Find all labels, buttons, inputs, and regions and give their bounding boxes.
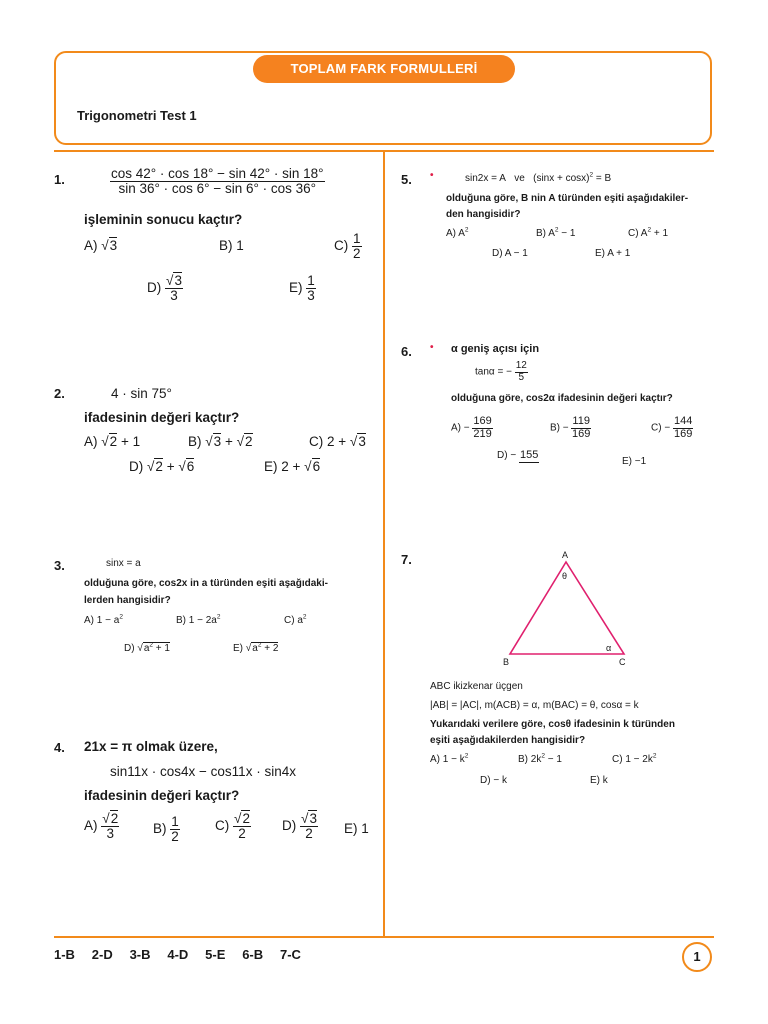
q4-option-a[interactable]: A) $\frac{√2}{3}$ xyxy=(84,811,119,842)
q7-option-a[interactable] xyxy=(430,754,468,765)
q6-tan-label: tanα = − xyxy=(475,366,512,378)
option-label: E) xyxy=(289,280,303,296)
q3-prompt-line1: olduğuna göre, cos2x in a türünden eşiti aşağıdaki- xyxy=(84,578,328,589)
q4-a-den: 3 xyxy=(106,826,114,842)
question-number: 6. xyxy=(401,344,412,359)
page-title: TOPLAM FARK FORMULLERİ xyxy=(253,55,515,83)
q2-option-a[interactable]: A) √2 + 1 xyxy=(84,434,141,449)
exponent: 2 xyxy=(647,226,652,234)
q7-option-e[interactable]: E) k xyxy=(590,775,608,786)
q2-c-pre: 2 + xyxy=(327,434,350,449)
q7-c-text: C) 1 − 2k xyxy=(612,754,653,765)
radicand: 3 xyxy=(358,434,366,449)
exponent: 2 xyxy=(149,641,154,649)
option-label: C) xyxy=(215,818,230,834)
exponent: 2 xyxy=(464,226,469,234)
q1-c-den: 2 xyxy=(353,246,361,262)
question-number: 4. xyxy=(54,740,65,755)
q3-option-c[interactable] xyxy=(284,615,307,626)
marker-dot: • xyxy=(430,342,434,353)
q3-a-text: A) 1 − a xyxy=(84,615,120,626)
exponent: 2 xyxy=(589,171,594,179)
q6-b-den: 169 xyxy=(572,427,591,440)
q7-option-d[interactable]: D) − k xyxy=(480,775,507,786)
q6-prompt: olduğuna göre, cos2α ifadesinin değeri kaçtır? xyxy=(451,393,673,404)
q4-option-b[interactable] xyxy=(153,815,180,844)
option-label: C) − xyxy=(651,422,671,434)
q1-option-d[interactable]: D) $\frac{√3}{3}$ xyxy=(147,273,182,304)
q6-option-d[interactable] xyxy=(497,450,539,466)
radicand: 2 xyxy=(245,434,253,449)
q4-e-value: 1 xyxy=(361,821,369,836)
q7-prompt-line2: eşiti aşağıdakilerden hangisidir? xyxy=(430,735,586,746)
q3-given: sinx = a xyxy=(106,558,141,569)
q5-a-text: A) A xyxy=(446,228,465,239)
page-number: 1 xyxy=(682,942,712,972)
option-label: A) xyxy=(84,238,98,253)
q1-option-e[interactable] xyxy=(289,274,316,303)
option-label: B) − xyxy=(550,422,569,434)
q7-option-b[interactable] xyxy=(518,754,562,765)
q5-option-a[interactable] xyxy=(446,228,469,239)
q6-option-b[interactable] xyxy=(550,416,591,440)
q6-b-num: 119 xyxy=(572,415,590,427)
q5-b-rest: − 1 xyxy=(558,228,576,239)
q7-prompt-line1: Yukarıdaki verilere göre, cosθ ifadesinin k türünden xyxy=(430,719,675,730)
q5-c-rest: + 1 xyxy=(651,228,669,239)
q6-a-den: 219 xyxy=(473,427,492,440)
q5-b-text: B) A xyxy=(536,228,555,239)
q4-d-den: 2 xyxy=(305,826,313,842)
q5-given-right: (sinx + cosx) xyxy=(533,173,590,184)
option-label: D) xyxy=(124,643,135,654)
q3-b-text: B) 1 − 2a xyxy=(176,615,217,626)
q5-given-left: sin2x = A xyxy=(465,173,506,184)
exponent: 2 xyxy=(216,613,221,621)
q4-c-den: 2 xyxy=(238,826,246,842)
radicand: 2 xyxy=(155,459,163,474)
q3-c-text: C) a xyxy=(284,615,303,626)
vertex-c-label: C xyxy=(619,657,626,667)
q7-option-c[interactable] xyxy=(612,754,656,765)
q2-b-mid: + xyxy=(221,434,237,449)
option-label: A) xyxy=(84,818,98,834)
option-label: B) xyxy=(153,821,167,837)
q7-a-text: A) 1 − k xyxy=(430,754,465,765)
q3-option-d[interactable]: D) $√a^2 + 1$ xyxy=(124,641,170,654)
q5-given-end: = B xyxy=(593,173,612,184)
option-label: A) xyxy=(84,434,98,449)
q5-prompt-line2: den hangisidir? xyxy=(446,209,521,220)
vertex-b-label: B xyxy=(503,657,510,667)
q2-e-pre: 2 + xyxy=(281,459,305,474)
option-label: D) xyxy=(129,459,144,474)
option-label: B) xyxy=(188,434,202,449)
q4-option-d[interactable]: D) $\frac{√3}{2}$ xyxy=(282,811,317,842)
q2-option-d[interactable]: D) √2 + √6 xyxy=(129,459,195,474)
q4-b-den: 2 xyxy=(171,829,179,845)
exponent: 2 xyxy=(554,226,559,234)
q2-option-b[interactable]: B) √3 + √2 xyxy=(188,434,253,449)
q6-d-num: 155 xyxy=(519,450,539,461)
angle-alpha-label: α xyxy=(606,643,612,653)
q1-option-a[interactable]: A) √3 xyxy=(84,238,118,253)
exponent: 2 xyxy=(652,752,657,760)
question-number: 5. xyxy=(401,172,412,187)
q1-d-den: 3 xyxy=(170,288,178,304)
q1-denominator: sin 36° · cos 6° − sin 6° · cos 36° xyxy=(118,181,317,197)
q4-c-num: 2 xyxy=(242,811,250,826)
q1-a-value: 3 xyxy=(109,238,118,253)
q5-option-b[interactable] xyxy=(536,228,576,239)
q4-option-e[interactable] xyxy=(344,821,369,836)
q2-option-e[interactable]: E) 2 + √6 xyxy=(264,459,321,474)
q1-numerator: cos 42° · cos 18° − sin 42° · sin 18° xyxy=(111,166,324,181)
q1-prompt: işleminin sonucu kaçtır? xyxy=(84,212,243,227)
test-subtitle: Trigonometri Test 1 xyxy=(77,108,197,123)
exponent: 2 xyxy=(464,752,469,760)
option-label: E) xyxy=(233,643,243,654)
q3-prompt-line2: lerden hangisidir? xyxy=(84,595,171,606)
q6-tan-num: 12 xyxy=(515,360,527,371)
q5-option-e[interactable]: E) A + 1 xyxy=(595,248,631,259)
marker-dot: • xyxy=(430,170,434,181)
q2-option-c[interactable]: C) 2 + √3 xyxy=(309,434,366,449)
q3-option-b[interactable] xyxy=(176,615,220,626)
radicand: a xyxy=(143,643,150,654)
q4-b-num: 1 xyxy=(171,814,179,829)
exponent: 2 xyxy=(541,752,545,760)
q4-prompt: ifadesinin değeri kaçtır? xyxy=(84,788,240,803)
q7-b-rest: − 1 xyxy=(544,754,562,765)
q1-option-b[interactable] xyxy=(219,238,244,253)
triangle-figure xyxy=(500,546,640,670)
option-label: B) xyxy=(219,238,233,253)
q1-b-value: 1 xyxy=(236,238,244,253)
q4-expression: sin11x · cos4x − cos11x · sin4x xyxy=(110,764,296,779)
q7-line1: ABC ikizkenar üçgen xyxy=(430,681,523,692)
exponent: 2 xyxy=(119,613,123,621)
exponent: 2 xyxy=(302,613,307,621)
q5-given-ve: ve xyxy=(514,173,525,184)
q7-b-text: B) 2k xyxy=(518,754,542,765)
q6-option-e[interactable]: E) −1 xyxy=(622,456,647,467)
q6-tan xyxy=(475,361,528,383)
q3-option-a[interactable] xyxy=(84,615,123,626)
q1-option-c[interactable] xyxy=(334,232,362,261)
q2-prompt: ifadesinin değeri kaçtır? xyxy=(84,410,240,425)
q5-given xyxy=(465,173,611,184)
q1-e-num: 1 xyxy=(307,273,315,288)
q4-d-num: 3 xyxy=(309,811,317,826)
q3-e-rest: + 2 xyxy=(261,643,279,654)
q6-given: α geniş açısı için xyxy=(451,343,540,355)
q6-c-den: 169 xyxy=(673,427,693,440)
q4-a-num: 2 xyxy=(110,811,119,826)
question-number: 1. xyxy=(54,172,65,187)
option-label: A) − xyxy=(451,422,470,434)
q3-d-rest: + 1 xyxy=(153,643,170,654)
vertex-a-label: A xyxy=(562,550,569,560)
q5-prompt-line1: olduğuna göre, B nin A türünden eşiti aşağıdakiler- xyxy=(446,193,689,204)
q6-a-num: 169 xyxy=(473,415,492,427)
q7-line2: |AB| = |AC|, m(ACB) = α, m(BAC) = θ, cosα = k xyxy=(430,700,639,711)
q1-e-den: 3 xyxy=(307,288,315,304)
q5-option-c[interactable] xyxy=(628,228,668,239)
divider-bottom xyxy=(54,936,714,938)
answer-key: 1-B 2-D 3-B 4-D 5-E 6-B 7-C xyxy=(54,947,301,962)
q5-c-text: C) A xyxy=(628,228,648,239)
q1-expression xyxy=(110,167,325,196)
q6-tan-den: 5 xyxy=(518,371,525,383)
radicand: a xyxy=(252,643,258,654)
question-number: 3. xyxy=(54,558,65,573)
radicand: 6 xyxy=(312,459,321,474)
radicand: 3 xyxy=(213,434,222,449)
radicand: 6 xyxy=(186,459,195,474)
column-divider xyxy=(383,150,385,936)
q6-c-num: 144 xyxy=(673,415,693,427)
option-label: E) xyxy=(264,459,278,474)
angle-theta-label: θ xyxy=(562,571,568,581)
question-number: 7. xyxy=(401,552,412,567)
q4-option-c[interactable]: C) $\frac{√2}{2}$ xyxy=(215,811,250,842)
q5-option-d[interactable]: D) A − 1 xyxy=(492,248,528,259)
question-number: 2. xyxy=(54,386,65,401)
q6-option-a[interactable] xyxy=(451,416,493,440)
q2-d-mid: + xyxy=(162,459,179,474)
q1-d-num: 3 xyxy=(174,273,182,288)
option-label: C) xyxy=(309,434,324,449)
option-label: D) xyxy=(282,818,297,834)
q2-a-rest: + 1 xyxy=(117,434,141,449)
q3-option-e[interactable]: E) $√a^2 + 2$ xyxy=(233,641,279,654)
exponent: 2 xyxy=(257,641,262,649)
q2-expression: 4 · sin 75° xyxy=(111,386,172,401)
option-label: C) xyxy=(334,238,349,254)
option-label: D) − xyxy=(497,450,517,461)
q1-c-num: 1 xyxy=(353,231,361,246)
option-label: E) xyxy=(344,821,358,836)
q6-option-c[interactable] xyxy=(651,416,693,440)
q4-given: 21x = π olmak üzere, xyxy=(84,739,218,754)
radicand: 2 xyxy=(109,434,118,449)
option-label: D) xyxy=(147,280,162,296)
